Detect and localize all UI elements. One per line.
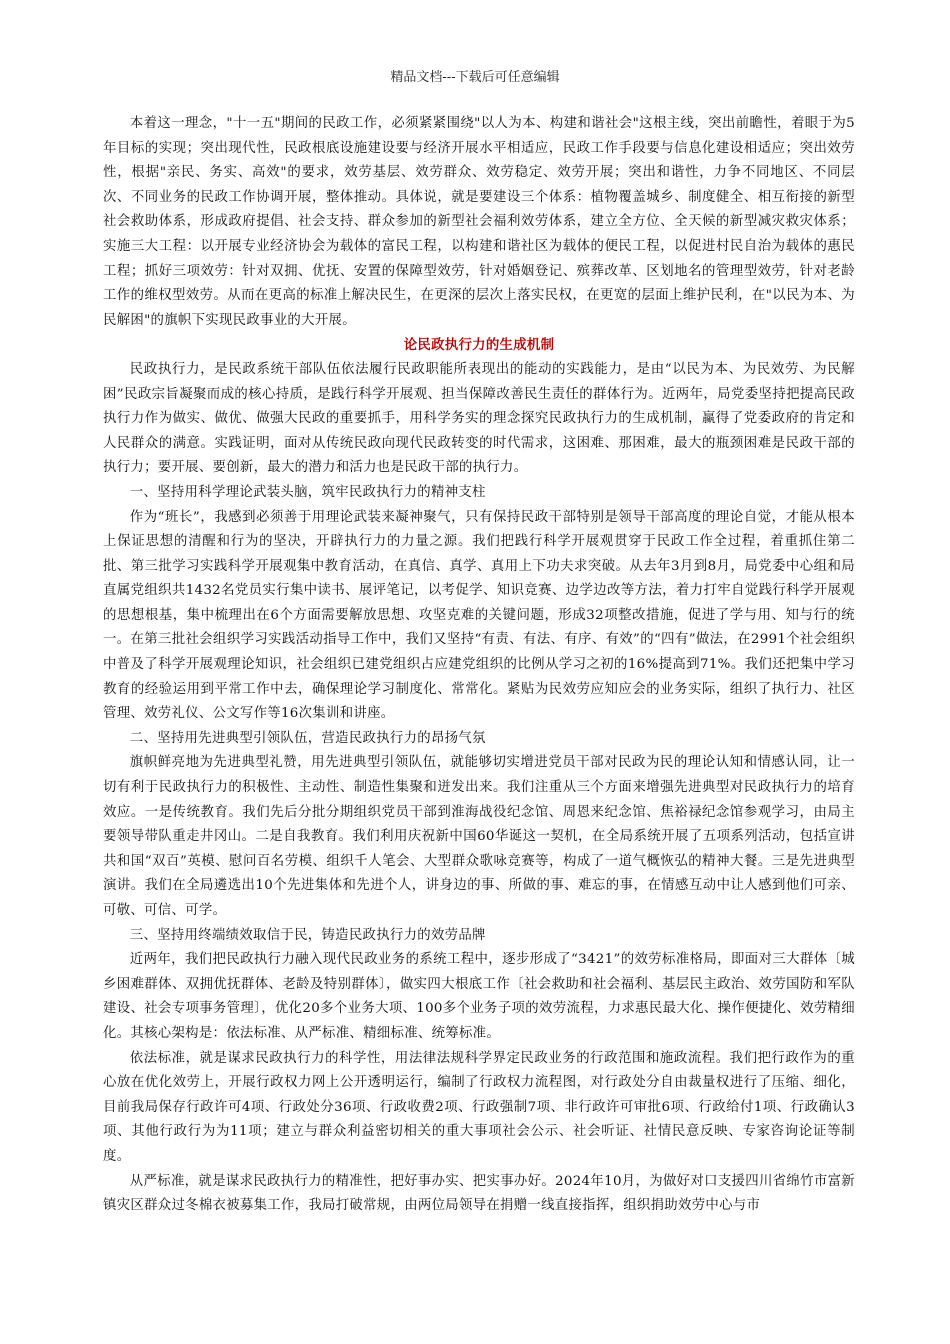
document-body — [103, 112, 855, 1219]
heading-three: 三、坚持用终端绩效取信于民，铸造民政执行力的效劳品牌 — [129, 927, 486, 943]
heading-one: 一、坚持用科学理论武装头脑，筑牢民政执行力的精神支柱 — [129, 484, 486, 500]
paragraph-law: 依法标准，就是谋求民政执行力的科学性，用法律法规科学界定民政业务的行政范围和施政流程。我们把行政作为的重心放在优化效劳上，开展行政权力网上公开透明运行，编制了行政权力流程图，对行政处分自由裁量权进行了压缩、细化，目前我局保存行政许可4项、行政处分36项、行政收费2项、行政强制7项、非行政许可审批6项、行政给付1项、行政确认3项、其他行政行为为11项；建立与群众利益密切相关的重大事项社会公示、社会听证、社情民意反映、专家咨询论证等制度。 — [103, 1050, 855, 1164]
paragraph-service: 近两年，我们把民政执行力融入现代民政业务的系统工程中，逐步形成了“3421”的效劳标准格局，即面对三大群体〔城乡困难群体、双拥优抚群体、老龄及特别群体〕，做实四大根底工作〔社会救助和社会福利、基层民主政治、效劳国防和军队建设、社会专项事务管理〕，优化20多个业务大项、100多个业务子项的效劳流程，力求惠民最大化、操作便捷化、效劳精细化。其核心架构是：依法标准、从严标准、精细标准、统筹标准。 — [103, 952, 855, 1041]
paragraph-strict: 从严标准，就是谋求民政执行力的精准性，把好事办实、把实事办好。2024年10月，为做好对口支援四川省绵竹市富新镇灾区群众过冬棉衣被募集工作，我局打破常规，由两位局领导在捐赠一线直接指挥，组织捐助效劳中心与市 — [103, 1173, 855, 1214]
page-header: 精品文档---下载后可任意编辑 — [390, 70, 560, 85]
heading-two: 二、坚持用先进典型引领队伍，营造民政执行力的昂扬气氛 — [129, 730, 486, 746]
paragraph-intro: 本着这一理念，"十一五"期间的民政工作，必须紧紧围绕"以人为本、构建和谐社会"这根主线，突出前瞻性，着眼于为5年目标的实现；突出现代性，民政根底设施建设要与经济开展水平相适应，民政工作手段要与信息化建设相适应；突出效劳性，根据"亲民、务实、高效"的要求，效劳基层、效劳群众、效劳稳定、效劳开展；突出和谐性，力争不同地区、不同层次、不同业务的民政工作协调开展，整体推动。具体说，就是要建设三个体系：植物覆盖城乡、制度健全、相互衔接的新型社会救助体系，形成政府提倡、社会支持、群众参加的新型社会福利效劳体系，建立全方位、全天候的新型减灾救灾体系；实施三大工程：以开展专业经济协会为载体的富民工程，以构建和谐社区为载体的便民工程，以促进村民自治为载体的惠民工程；抓好三项效劳：针对双拥、优抚、安置的保障型效劳，针对婚姻登记、殡葬改革、区划地名的管理型效劳，针对老龄工作的维权型效劳。从而在更高的标准上解决民生，在更深的层次上落实民权，在更宽的层面上维护民利，在"以民为本、为民解困"的旗帜下实现民政事业的大开展。 — [103, 116, 855, 328]
paragraph-theory: 作为“班长”，我感到必须善于用理论武装来凝神聚气，只有保持民政干部特别是领导干部高度的理论自觉，才能从根本上保证思想的清醒和行为的坚决，开辟执行力的力量之源。我们把践行科学开展观贯穿于民政工作全过程，着重抓住第二批、第三批学习实践科学开展观集中教育活动，在真信、真学、真用上下功夫求突破。从去年3月到8月，局党委中心组和局直属党组织共1432名党员实行集中读书、展评笔记，以考促学、知识竞赛、边学边改等方法，着力打牢自觉践行科学开展观的思想根基，集中梳理出在6个方面需要解放思想、攻坚克难的关键问题，形成32项整改措施，促进了学与用、知与行的统一。在第三批社会组织学习实践活动指导工作中，我们又坚持“有责、有法、有序、有效”的“四有”做法，在2991个社会组织中普及了科学开展观理论知识，社会组织已建党组织占应建党组织的比例从学习之初的16%提高到71%。我们还把集中学习教育的经验运用到平常工作中去，确保理论学习制度化、常常化。紧贴为民效劳应知应会的业务实际，组织了执行力、社区管理、效劳礼仪、公文写作等16次集训和讲座。 — [103, 509, 855, 722]
paragraph-definition: 民政执行力，是民政系统干部队伍依法履行民政职能所表现出的能动的实践能力，是由“以民为本、为民效劳、为民解困”民政宗旨凝聚而成的核心持质，是践行科学开展观、担当保障改善民生责任的群体行为。近两年，局党委坚持把提高民政执行力作为做实、做优、做强大民政的重要抓手，用科学务实的理念探究民政执行力的生成机制，赢得了党委政府的肯定和人民群众的满意。实践证明，面对从传统民政向现代民政转变的时代需求，这困难、那困难，最大的瓶颈困难是民政干部的执行力；要开展、要创新，最大的潜力和活力也是民政干部的执行力。 — [103, 361, 855, 476]
section-title: 论民政执行力的生成机制 — [403, 337, 555, 354]
paragraph-models: 旗帜鲜亮地为先进典型礼赞，用先进典型引领队伍，就能够切实增进党员干部对民政为民的理论认知和情感认同，让一切有利于民政执行力的积极性、主动性、制造性集聚和迸发出来。我们注重从三个方面来增强先进典型对民政执行力的培育效应。一是传统教育。我们先后分批分期组织党员干部到淮海战役纪念馆、周恩来纪念馆、焦裕禄纪念馆参观学习，由局主要领导带队重走井冈山。二是自我教育。我们利用庆祝新中国60华诞这一契机，在全局系统开展了五项系列活动，包括宣讲共和国“双百”英模、慰问百名劳模、组织千人笔会、大型群众歌咏竞赛等，构成了一道气概恢弘的精神大餐。三是先进典型演讲。我们在全局遴选出10个先进集体和先进个人，讲身边的事、所做的事、难忘的事，在情感互动中让人感到他们可亲、可敬、可信、可学。 — [103, 755, 855, 918]
